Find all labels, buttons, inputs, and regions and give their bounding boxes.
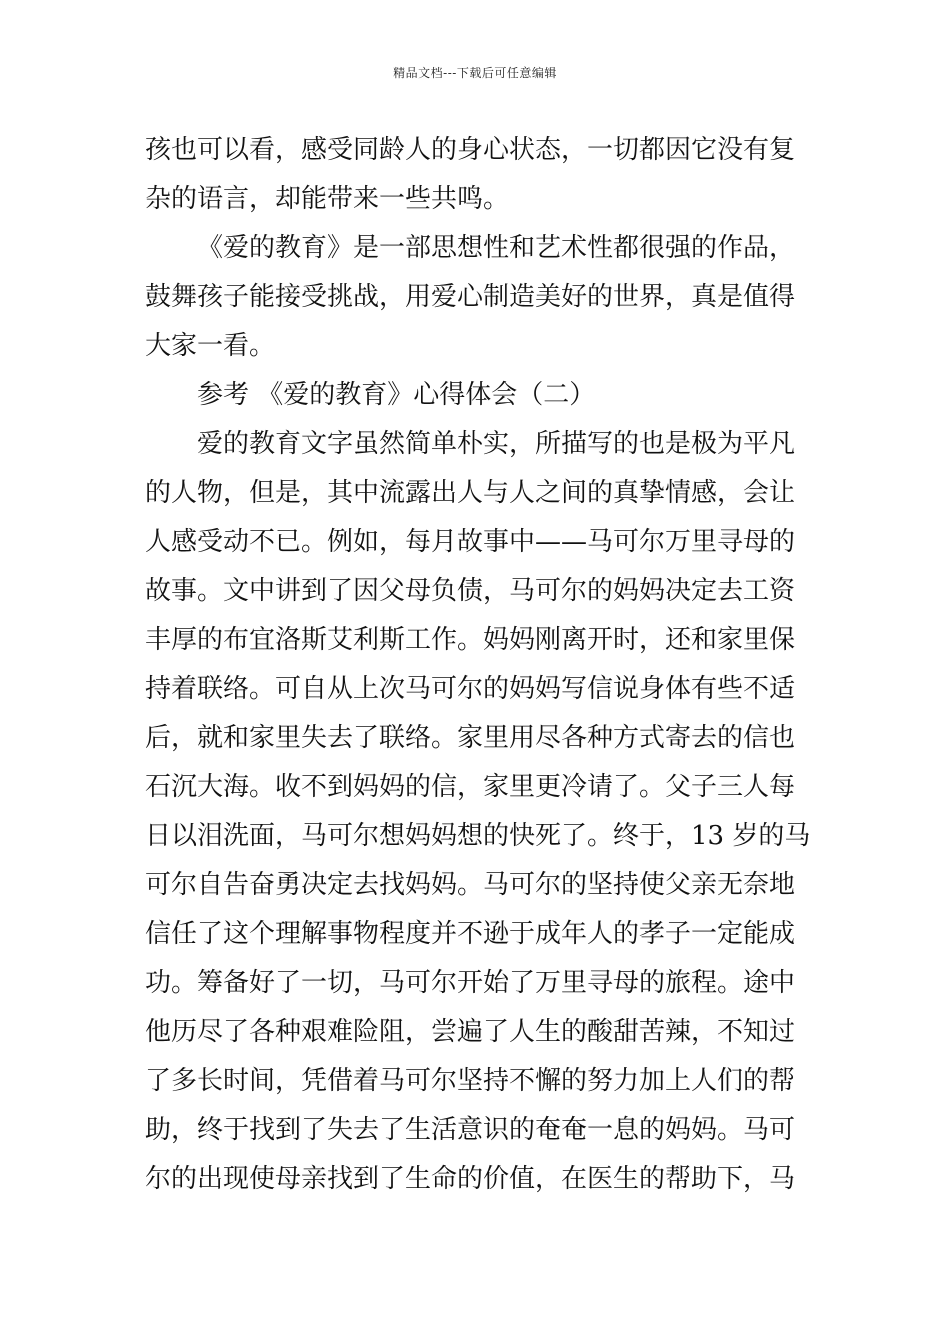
text-line: 后，就和家里失去了联络。家里用尽各种方式寄去的信也 (145, 723, 796, 753)
text-line: 鼓舞孩子能接受挑战，用爱心制造美好的世界，真是值得 (145, 282, 796, 312)
text-line: 人感受动不已。例如，每月故事中——马可尔万里寻母的 (145, 527, 796, 557)
paragraph-start-line: 《爱的教育》是一部思想性和艺术性都很强的作品， (197, 233, 796, 263)
text-line: 尔的出现使母亲找到了生命的价值，在医生的帮助下，马 (145, 1164, 796, 1194)
text-line: 丰厚的布宜洛斯艾利斯工作。妈妈刚离开时，还和家里保 (145, 625, 796, 655)
paragraph-start-line: 爱的教育文字虽然简单朴实，所描写的也是极为平凡 (197, 429, 796, 459)
text-line: 他历尽了各种艰难险阻，尝遍了人生的酸甜苦辣，不知过 (145, 1017, 796, 1047)
text-line: 的人物，但是，其中流露出人与人之间的真挚情感，会让 (145, 478, 796, 508)
text-line: 日以泪洗面，马可尔想妈妈想的快死了。终于，13 岁的马 (145, 821, 810, 851)
section-heading: 参考 《爱的教育》心得体会（二） (197, 380, 596, 410)
text-line: 杂的语言，却能带来一些共鸣。 (145, 184, 510, 214)
text-line: 持着联络。可自从上次马可尔的妈妈写信说身体有些不适 (145, 674, 796, 704)
text-line: 了多长时间，凭借着马可尔坚持不懈的努力加上人们的帮 (145, 1066, 796, 1096)
text-line: 功。筹备好了一切，马可尔开始了万里寻母的旅程。途中 (145, 968, 796, 998)
text-line: 助，终于找到了失去了生活意识的奄奄一息的妈妈。马可 (145, 1115, 796, 1145)
text-line: 石沉大海。收不到妈妈的信，家里更冷请了。父子三人每 (145, 772, 796, 802)
text-line: 大家一看。 (145, 331, 276, 361)
text-line: 故事。文中讲到了因父母负债，马可尔的妈妈决定去工资 (145, 576, 796, 606)
page-header: 精品文档---下载后可任意编辑 (393, 66, 557, 80)
text-line: 信任了这个理解事物程度并不逊于成年人的孝子一定能成 (145, 919, 796, 949)
text-line: 可尔自告奋勇决定去找妈妈。马可尔的坚持使父亲无奈地 (145, 870, 796, 900)
text-line: 孩也可以看，感受同龄人的身心状态，一切都因它没有复 (145, 135, 796, 165)
document-body (145, 126, 810, 1204)
